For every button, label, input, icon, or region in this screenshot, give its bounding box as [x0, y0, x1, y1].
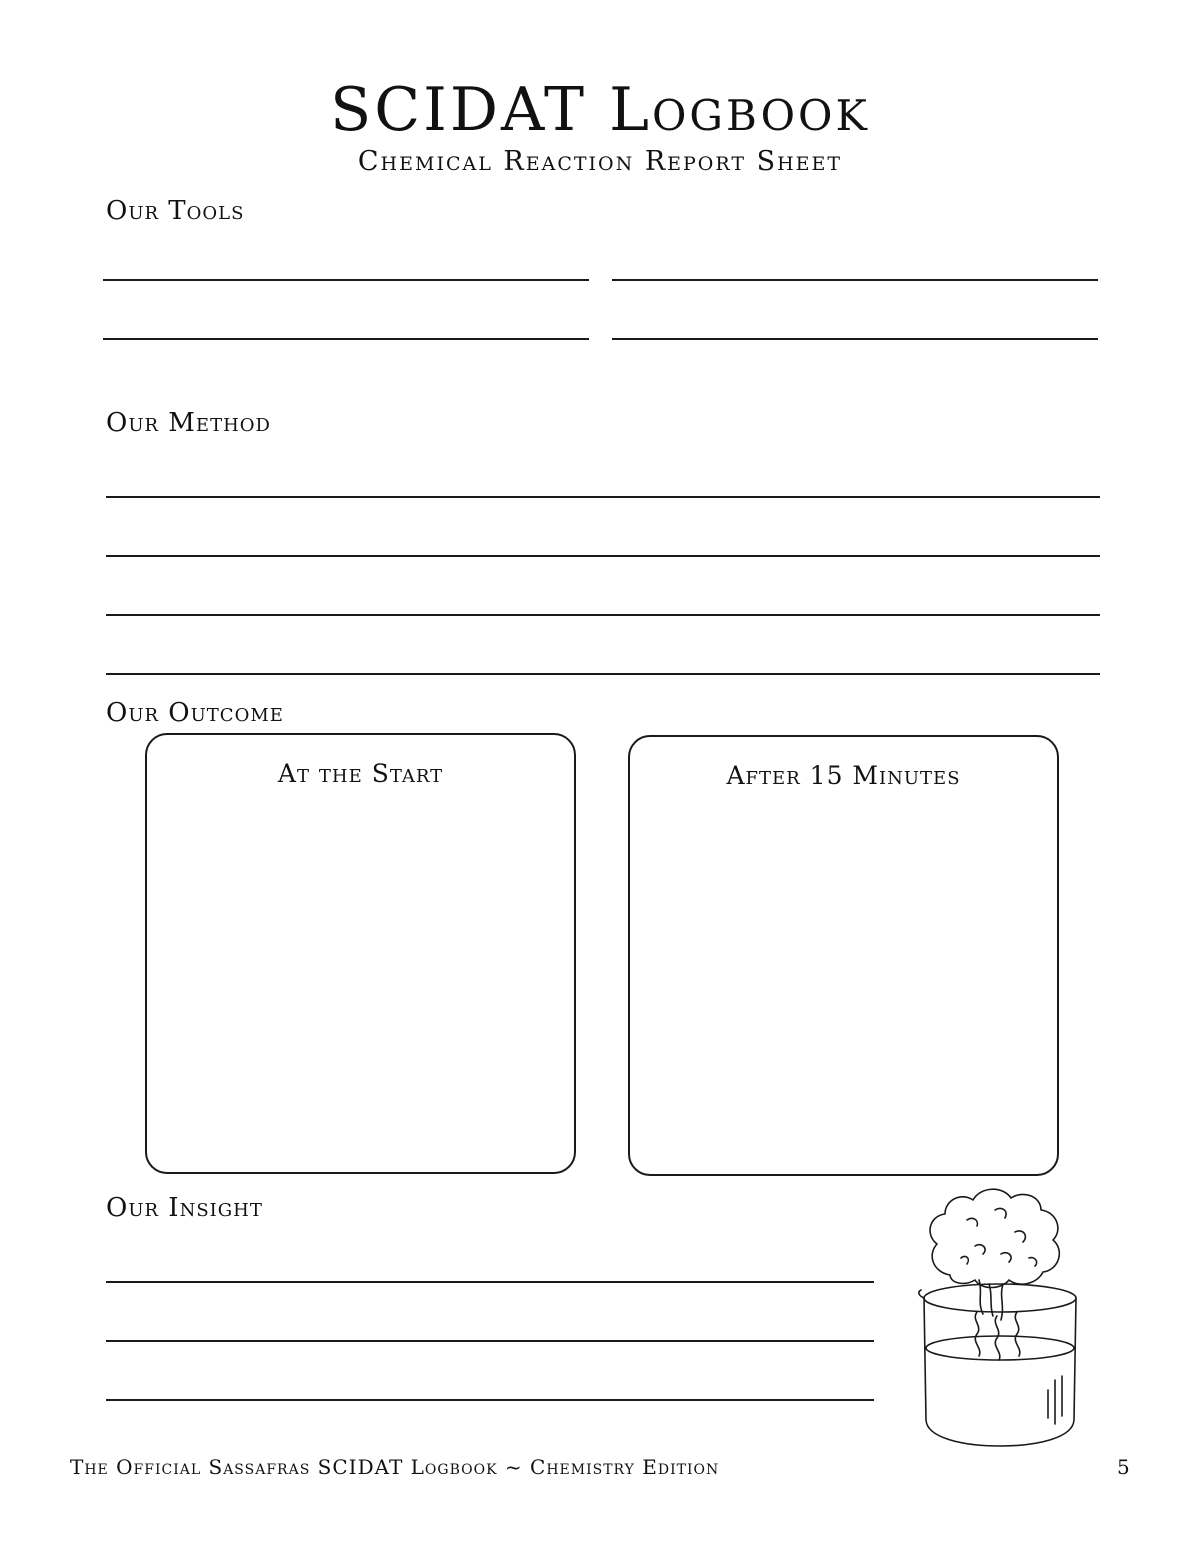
method-line-1[interactable] [106, 496, 1100, 498]
footer-text: The Official Sassafras SCIDAT Logbook ~ Chemistry Edition [70, 1455, 720, 1479]
outcome-start-label: At the Start [277, 759, 444, 788]
insight-line-3[interactable] [106, 1399, 874, 1401]
page-number: 5 [1117, 1455, 1130, 1479]
insight-line-2[interactable] [106, 1340, 874, 1342]
outcome-start-box[interactable] [145, 733, 576, 1174]
page-subtitle: Chemical Reaction Report Sheet [357, 146, 843, 177]
tools-line-3[interactable] [103, 338, 589, 340]
section-label-insight: Our Insight [106, 1193, 263, 1223]
insight-line-1[interactable] [106, 1281, 874, 1283]
method-line-2[interactable] [106, 555, 1100, 557]
method-line-3[interactable] [106, 614, 1100, 616]
page-title: SCIDAT Logbook [330, 75, 870, 145]
outcome-after-label: After 15 Minutes [726, 761, 961, 790]
tools-line-2[interactable] [612, 279, 1098, 281]
tools-line-4[interactable] [612, 338, 1098, 340]
section-label-outcome: Our Outcome [106, 698, 284, 728]
outcome-after-box[interactable] [628, 735, 1059, 1176]
beaker-with-smoke-icon [905, 1180, 1095, 1450]
tools-line-1[interactable] [103, 279, 589, 281]
method-line-4[interactable] [106, 673, 1100, 675]
section-label-method: Our Method [106, 408, 271, 438]
section-label-tools: Our Tools [106, 196, 245, 226]
